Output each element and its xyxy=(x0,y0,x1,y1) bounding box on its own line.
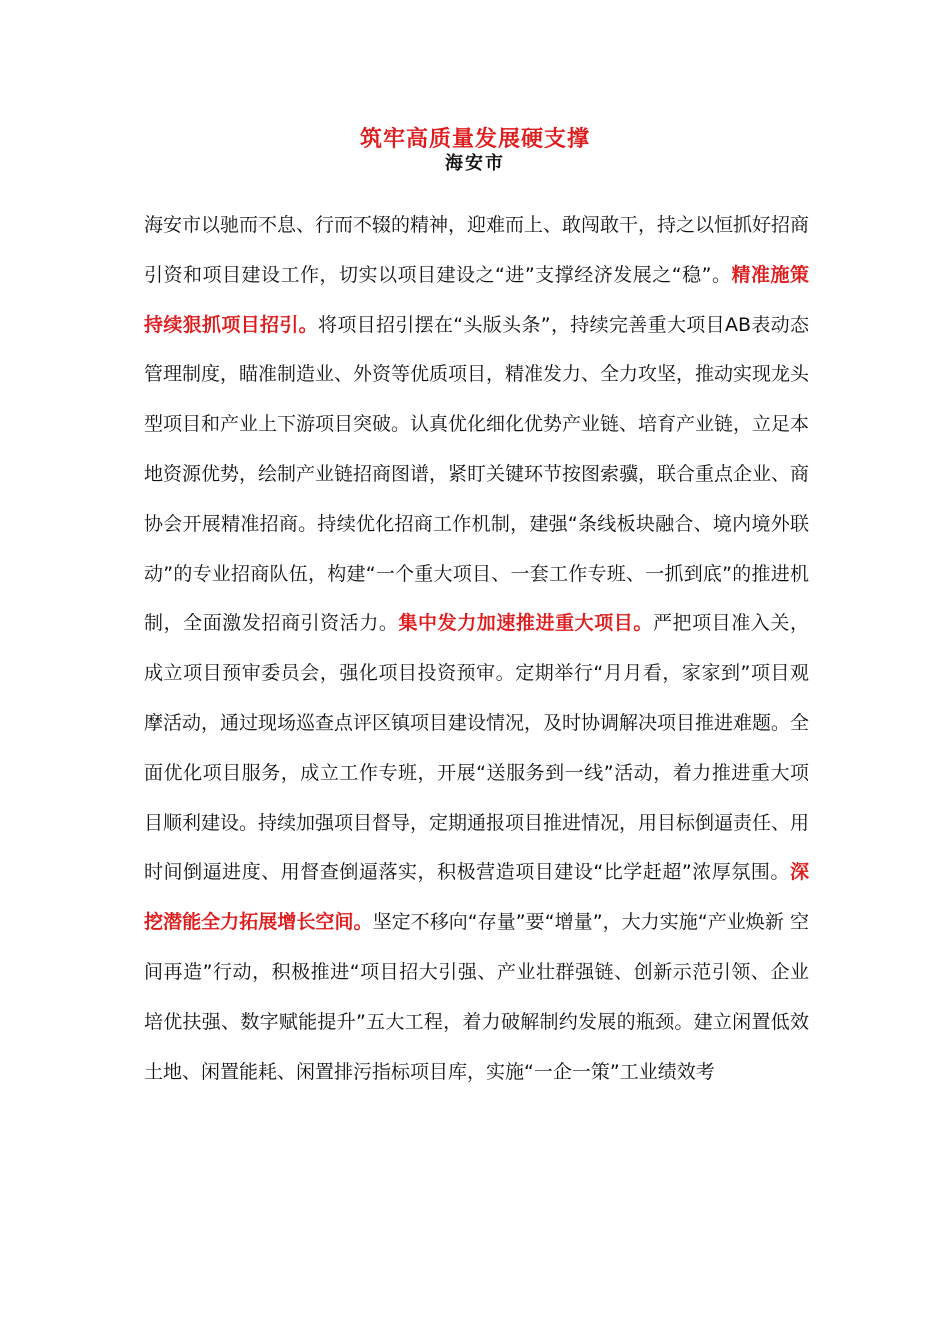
text-run: 海安市以驰而不息、行而不辍的精神，迎难而上、敢闯敢干，持之以恒抓好招商引资和项目建设工作，切实以项目建设之“进”支撑经济发展之“稳”。 xyxy=(144,214,810,286)
text-run: 将项目招引摆在“头版头条”，持续完善重大项目AB表动态管理制度，瞄准制造业、外资等优质项目，精准发力、全力攻坚，推动实现龙头型项目和产业上下游项目突破。认真优化细化优势产业链、培育产业链，立足本地资源优势，绘制产业链招商图谱，紧盯关键环节按图索骥，联合重点企业、商协会开展精准招商。持续优化招商工作机制，建强“条线板块融合、境内境外联动”的专业招商队伍，构建“一个重大项目、一套工作专班、一抓到底”的推进机制，全面激发招商引资活力。 xyxy=(144,313,810,635)
highlight-heading: 深挖潜能全力拓展增长空间。 xyxy=(144,861,809,934)
document-author: 海安市 xyxy=(445,153,505,174)
highlight-heading: 精准施策持续狠抓项目招引。 xyxy=(144,263,809,336)
text-run: 坚定不移向“存量”要“增量”，大力实施“产业焕新 空间再造”行动，积极推进“项目招大引强、产业壮群强链、创新示范引领、企业培优扶强、数字赋能提升”五大工程，着力破解制约发展的瓶颈。建立闲置低效土地、闲置能耗、闲置排污指标项目库，实施“一企一策”工业绩效考 xyxy=(144,911,809,1083)
body-paragraph xyxy=(144,201,809,1097)
text-run: 严把项目准入关，成立项目预审委员会，强化项目投资预审。定期举行“月月看，家家到”项目观摩活动，通过现场巡查点评区镇项目建设情况，及时协调解决项目推进难题。全面优化项目服务，成立工作专班，开展“送服务到一线”活动，着力推进重大项目顺利建设。持续加强项目督导，定期通报项目推进情况，用目标倒逼责任、用时间倒逼进度、用督查倒逼落实，积极营造项目建设“比学赶超”浓厚氛围。 xyxy=(144,612,810,884)
document-title: 筑牢高质量发展硬支撑 xyxy=(359,126,590,152)
highlight-heading: 集中发力加速推进重大项目。 xyxy=(398,612,653,635)
